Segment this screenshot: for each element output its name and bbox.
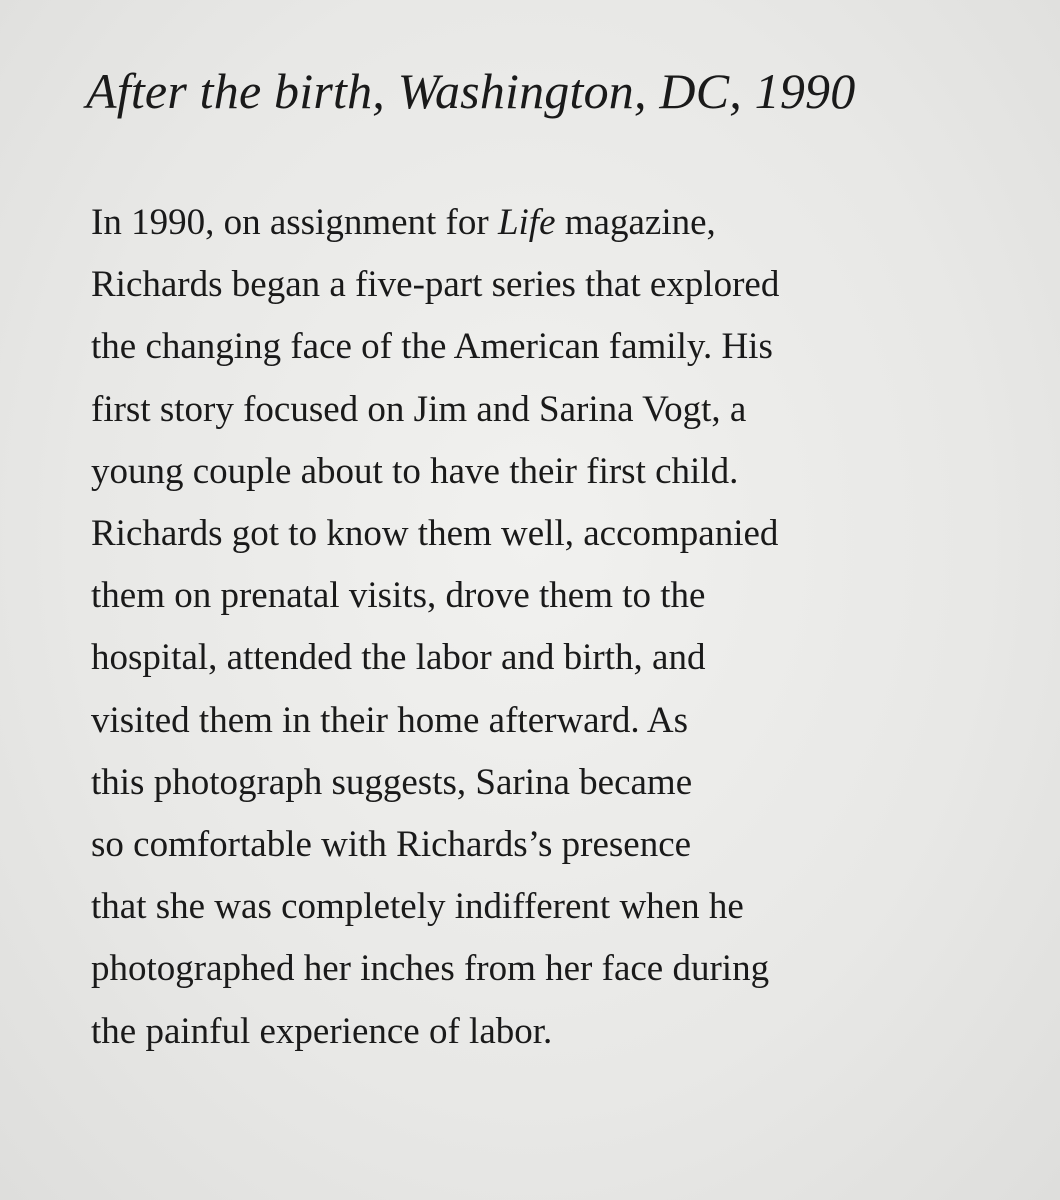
description-line-8: hospital, attended the labor and birth, and [91, 637, 706, 679]
magazine-title: Life [497, 202, 556, 243]
description-line-2: Richards began a five-part series that explored [91, 264, 780, 306]
description-line-6: Richards got to know them well, accompanied [91, 513, 779, 555]
description-line-7: them on prenatal visits, drove them to the [91, 575, 706, 617]
line-1-text-after: magazine, [555, 202, 716, 243]
description-line-4: first story focused on Jim and Sarina Vogt, a [91, 388, 747, 430]
description-line-13: photographed her inches from her face during [91, 948, 770, 990]
placard-description [91, 192, 779, 1063]
description-line-11: so comfortable with Richards’s presence [91, 824, 692, 866]
description-line-12: that she was completely indifferent when he [91, 886, 744, 928]
line-1-text-before: In 1990, on assignment for [91, 202, 498, 243]
description-line-5: young couple about to have their first child. [91, 450, 739, 492]
description-line-1 [91, 192, 779, 254]
placard-title: After the birth, Washington, DC, 1990 [86, 63, 856, 119]
description-line-14: the painful experience of labor. [91, 1010, 553, 1052]
description-line-9: visited them in their home afterward. As [91, 699, 688, 741]
description-line-3: the changing face of the American family. His [91, 326, 773, 368]
description-line-10: this photograph suggests, Sarina became [91, 761, 693, 803]
